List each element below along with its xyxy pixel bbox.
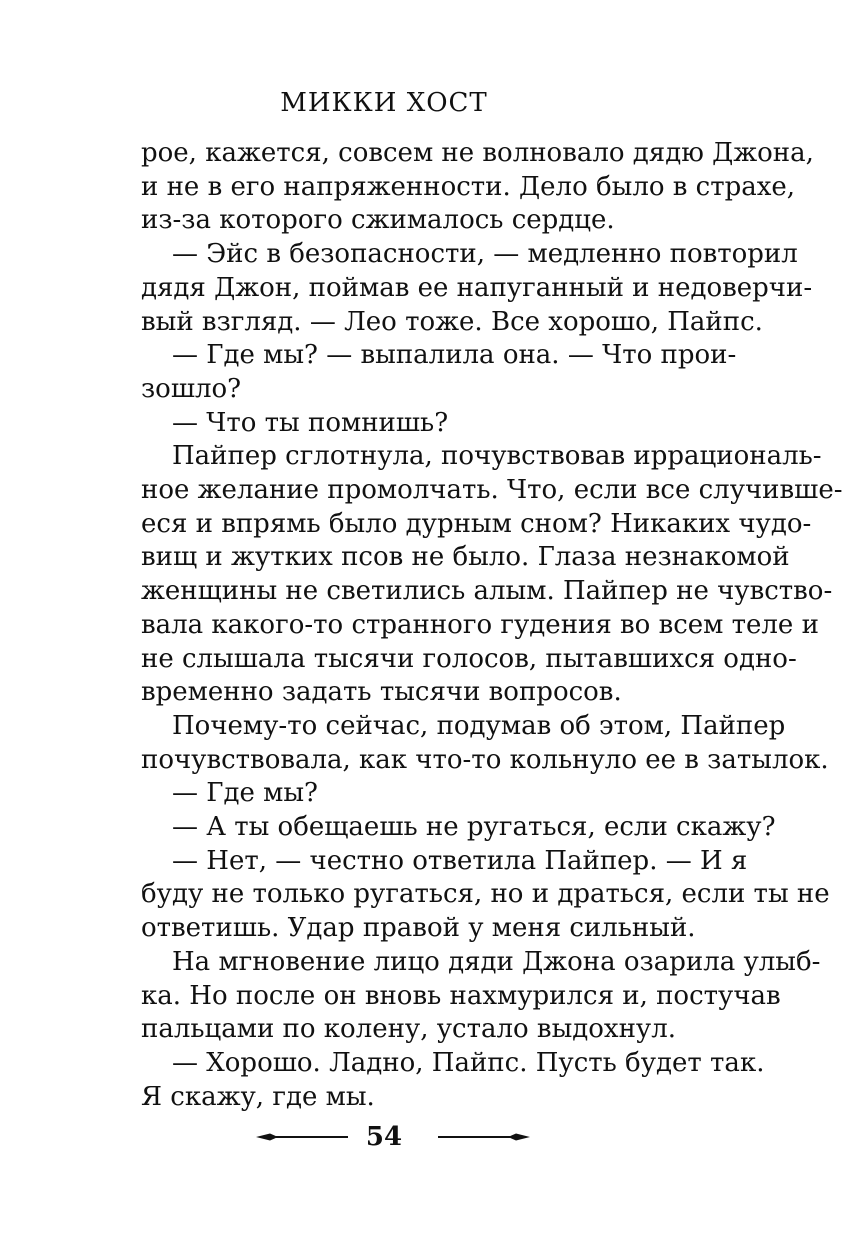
- text-line: — Нет, — честно ответила Пайпер. — И я: [172, 845, 748, 876]
- text-line: — Где мы?: [172, 778, 318, 809]
- text-line: и не в его напряженности. Дело было в страхе,: [141, 171, 796, 202]
- text-line: ответишь. Удар правой у меня сильный.: [141, 913, 696, 944]
- text-line: женщины не светились алым. Пайпер не чувство-: [141, 576, 833, 607]
- running-title: МИККИ ХОСТ: [280, 88, 488, 118]
- text-line: Пайпер сглотнула, почувствовав иррациональ-: [172, 441, 822, 472]
- text-line: почувствовала, как что-то кольнуло ее в затылок.: [141, 744, 829, 775]
- running-header: [0, 88, 768, 118]
- text-line: еся и впрямь было дурным сном? Никаких чудо-: [141, 508, 812, 539]
- text-line: — А ты обещаешь не ругаться, если скажу?: [172, 812, 776, 843]
- text-line: дядя Джон, поймав ее напуганный и недоверчи-: [141, 272, 813, 303]
- text-line: вищ и жутких псов не было. Глаза незнакомой: [141, 542, 790, 573]
- text-line: — Что ты помнишь?: [172, 407, 449, 438]
- text-line: вый взгляд. — Лео тоже. Все хорошо, Пайпс.: [141, 306, 763, 337]
- text-line: не слышала тысячи голосов, пытавшихся одно-: [141, 643, 797, 674]
- text-line: вала какого-то странного гудения во всем теле и: [141, 609, 819, 640]
- text-line: Я скажу, где мы.: [141, 1081, 375, 1112]
- text-line: ное желание промолчать. Что, если все случивше-: [141, 475, 843, 506]
- text-line: На мгновение лицо дяди Джона озарила улыб-: [172, 946, 821, 977]
- page-number: 54: [365, 1122, 403, 1152]
- text-line: буду не только ругаться, но и драться, если ты не: [141, 879, 830, 910]
- text-line: — Где мы? — выпалила она. — Что прои-: [172, 340, 737, 371]
- text-line: рое, кажется, совсем не волновало дядю Джона,: [141, 138, 814, 168]
- text-line: — Эйс в безопасности, — медленно повторил: [172, 239, 798, 270]
- text-line: из-за которого сжималось сердце.: [141, 205, 615, 236]
- body-text: [141, 137, 843, 1114]
- text-line: Почему-то сейчас, подумав об этом, Пайпер: [172, 710, 786, 741]
- text-line: временно задать тысячи вопросов.: [141, 677, 622, 708]
- text-line: пальцами по колену, устало выдохнул.: [141, 1014, 676, 1045]
- text-line: — Хорошо. Ладно, Пайпс. Пусть будет так.: [172, 1047, 765, 1078]
- text-line: зошло?: [141, 373, 242, 404]
- right-ornament-icon: [438, 1130, 530, 1144]
- page-footer: [0, 1118, 768, 1158]
- text-line: ка. Но после он вновь нахмурился и, постучав: [141, 980, 781, 1011]
